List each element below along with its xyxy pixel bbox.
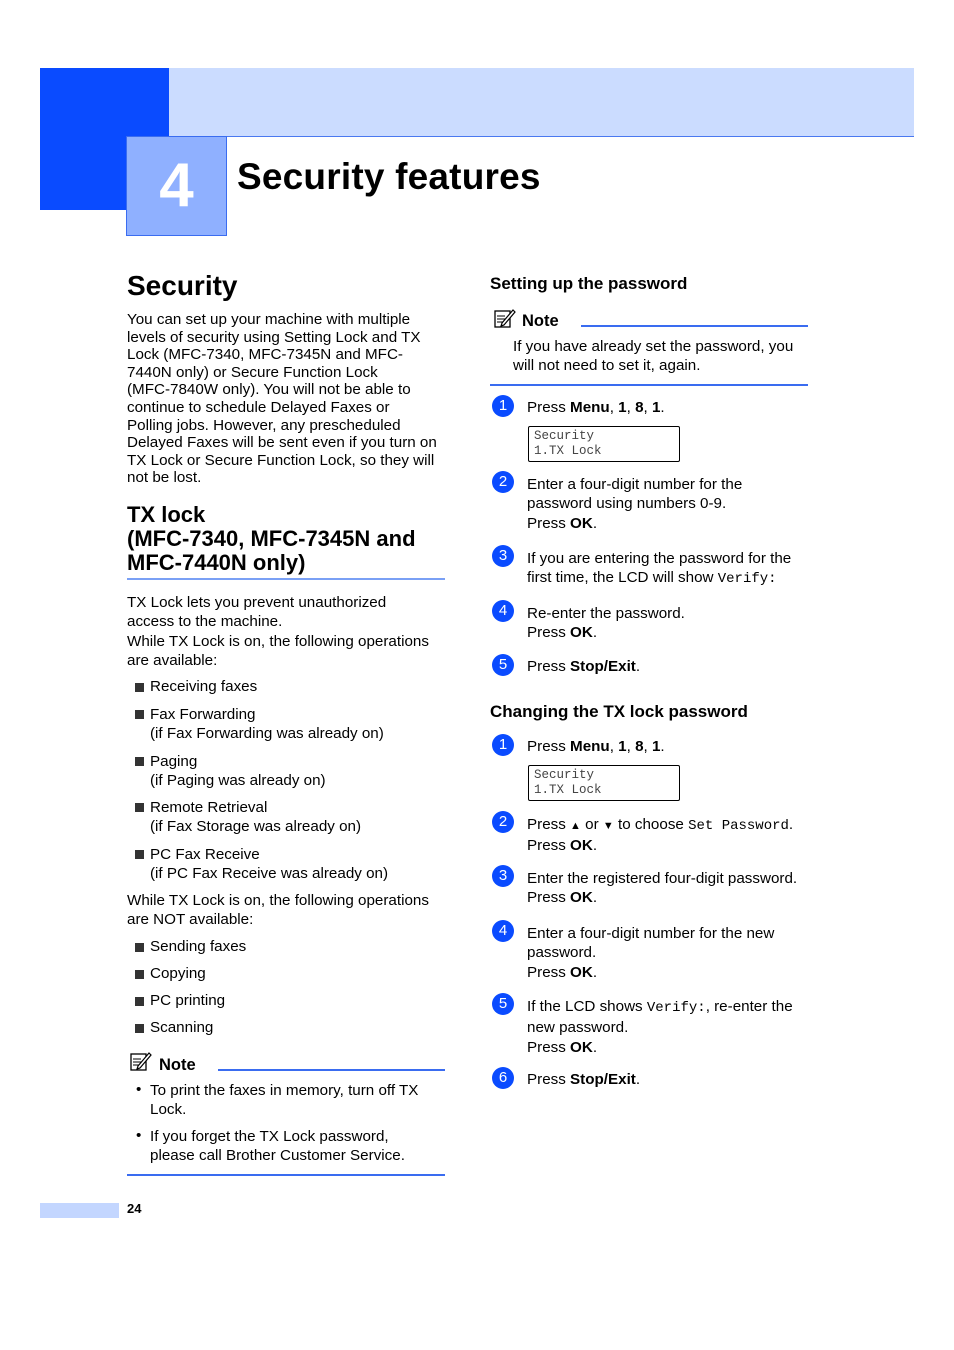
list-item bbox=[150, 705, 384, 743]
step-line: new password. bbox=[527, 1019, 629, 1037]
note-bullet: • bbox=[136, 1081, 142, 1098]
not-available-intro bbox=[127, 891, 429, 929]
text: , bbox=[609, 399, 619, 416]
step-line bbox=[527, 1038, 793, 1057]
heading-line: MFC-7440N only) bbox=[127, 550, 306, 575]
list-item-line: Fax Forwarding bbox=[150, 706, 256, 723]
text-line: are available: bbox=[127, 651, 218, 669]
text: . bbox=[660, 399, 665, 416]
change-heading: Changing the TX lock password bbox=[490, 702, 748, 721]
key: 8 bbox=[635, 738, 644, 755]
step-number: 4 bbox=[492, 920, 514, 942]
text-line: TX Lock or Secure Function Lock, so they will bbox=[127, 451, 435, 469]
step-line: Enter a four-digit number for the bbox=[527, 476, 743, 493]
lcd-line: 1.TX Lock bbox=[534, 444, 602, 458]
step-line: Enter the registered four-digit password. bbox=[527, 870, 798, 887]
step-text bbox=[527, 738, 665, 756]
step-line bbox=[527, 836, 793, 855]
step-text bbox=[527, 604, 685, 643]
step-line bbox=[527, 514, 742, 533]
text: . bbox=[660, 738, 665, 755]
text: , bbox=[626, 738, 636, 755]
list-item-line: PC Fax Receive bbox=[150, 846, 260, 863]
text: Press bbox=[527, 514, 571, 532]
step-line bbox=[527, 963, 774, 982]
list-item: PC printing bbox=[150, 992, 226, 1009]
footer-tab bbox=[40, 1203, 119, 1218]
list-item-line: Paging bbox=[150, 753, 198, 770]
note-item-line: Lock. bbox=[150, 1101, 187, 1118]
text: . bbox=[592, 624, 598, 642]
step-text bbox=[527, 869, 797, 908]
text: , re-enter the bbox=[705, 998, 793, 1015]
list-item-line: (if Fax Forwarding was already on) bbox=[150, 725, 384, 742]
step-number: 1 bbox=[492, 734, 514, 756]
text-line: While TX Lock is on, the following operations bbox=[127, 892, 429, 909]
bullet bbox=[135, 850, 144, 859]
step-line: password using numbers 0-9. bbox=[527, 495, 727, 513]
text-line: You can set up your machine with multiple bbox=[127, 311, 411, 328]
text: , bbox=[643, 399, 652, 416]
text-line: Polling jobs. However, any prescheduled bbox=[127, 416, 401, 434]
list-item: Sending faxes bbox=[150, 938, 247, 955]
text-line: Delayed Faxes will be sent even if you turn on bbox=[127, 434, 437, 452]
key-ok: OK bbox=[570, 963, 593, 981]
text-line: (MFC-7840W only). You will not be able to bbox=[127, 381, 411, 399]
bullet bbox=[135, 943, 144, 952]
step-line bbox=[527, 997, 793, 1018]
step-text bbox=[527, 815, 793, 856]
step-number: 2 bbox=[492, 471, 514, 493]
text: , bbox=[643, 738, 652, 755]
step-line bbox=[527, 888, 797, 907]
lcd-code: Verify: bbox=[717, 571, 777, 588]
note-pencil-icon bbox=[130, 1051, 152, 1071]
text-line: TX Lock lets you prevent unauthorized bbox=[127, 594, 387, 611]
note-item-line: To print the faxes in memory, turn off TX bbox=[150, 1082, 419, 1099]
text: . bbox=[788, 816, 794, 833]
text: . bbox=[592, 837, 598, 855]
note-text bbox=[513, 337, 793, 375]
text-line: levels of security using Setting Lock and TX bbox=[127, 328, 421, 346]
text: Press bbox=[527, 837, 571, 855]
lcd-code: Verify: bbox=[646, 1000, 706, 1016]
key-ok: OK bbox=[570, 624, 593, 642]
lcd-line: Security bbox=[534, 429, 595, 443]
step-line bbox=[527, 623, 685, 642]
text-line: access to the machine. bbox=[127, 613, 283, 631]
list-item-line: (if Paging was already on) bbox=[150, 772, 326, 789]
text: or bbox=[580, 816, 603, 833]
key-stop-exit: Stop/Exit bbox=[570, 658, 636, 675]
note-bottom-rule bbox=[490, 384, 808, 386]
lcd-code: Set Password bbox=[688, 818, 789, 834]
bullet bbox=[135, 757, 144, 766]
step-text bbox=[527, 658, 640, 676]
txlock-heading bbox=[127, 503, 416, 575]
text-line: Lock (MFC-7340, MFC-7345N and MFC- bbox=[127, 346, 403, 364]
text: If the LCD shows bbox=[527, 998, 647, 1015]
bullet bbox=[135, 970, 144, 979]
text: . bbox=[592, 889, 598, 907]
step-text bbox=[527, 1071, 640, 1089]
heading-line: TX lock bbox=[127, 502, 206, 527]
key-menu: Menu bbox=[570, 738, 610, 755]
list-item bbox=[150, 845, 388, 883]
key-ok: OK bbox=[570, 889, 593, 907]
list-item-line: (if Fax Storage was already on) bbox=[150, 818, 362, 835]
text-line: 7440N only) or Secure Function Lock bbox=[127, 363, 378, 381]
heading-line: (MFC-7340, MFC-7345N and bbox=[127, 526, 416, 551]
page-number: 24 bbox=[127, 1201, 142, 1216]
text: Press bbox=[527, 658, 571, 675]
chapter-title: Security features bbox=[237, 156, 541, 197]
note-label: Note bbox=[522, 312, 559, 330]
text: Press bbox=[527, 1038, 571, 1056]
text: . bbox=[592, 1038, 598, 1056]
step-number: 1 bbox=[492, 395, 514, 417]
step-number: 5 bbox=[492, 654, 514, 676]
bullet bbox=[135, 997, 144, 1006]
key-menu: Menu bbox=[570, 399, 610, 416]
bullet bbox=[135, 1024, 144, 1033]
bullet bbox=[135, 803, 144, 812]
step-text bbox=[527, 399, 665, 417]
note-item-line: please call Brother Customer Service. bbox=[150, 1147, 405, 1164]
text-line: continue to schedule Delayed Faxes or bbox=[127, 398, 390, 416]
key-stop-exit: Stop/Exit bbox=[570, 1071, 636, 1088]
lcd-display bbox=[528, 765, 680, 801]
text: . bbox=[635, 658, 641, 675]
key: 1 bbox=[618, 399, 627, 416]
step-text bbox=[527, 549, 791, 590]
text: Press bbox=[527, 399, 571, 416]
lcd-display bbox=[528, 426, 680, 462]
security-heading: Security bbox=[127, 270, 238, 301]
step-line bbox=[527, 815, 793, 836]
bullet bbox=[135, 710, 144, 719]
section-rule bbox=[127, 578, 445, 580]
key: 8 bbox=[635, 399, 644, 416]
step-number: 3 bbox=[492, 545, 514, 567]
header-band bbox=[169, 68, 914, 137]
text: . bbox=[635, 1071, 641, 1088]
step-number: 2 bbox=[492, 811, 514, 833]
list-item: Scanning bbox=[150, 1019, 214, 1036]
note-text-line: will not need to set it, again. bbox=[513, 357, 701, 374]
text: , bbox=[609, 738, 619, 755]
step-number: 3 bbox=[492, 865, 514, 887]
setup-heading: Setting up the password bbox=[490, 274, 688, 293]
text: . bbox=[592, 963, 598, 981]
list-item: Receiving faxes bbox=[150, 678, 258, 695]
key-ok: OK bbox=[570, 837, 593, 855]
text: first time, the LCD will show bbox=[527, 569, 718, 587]
text: . bbox=[592, 514, 598, 532]
note-item bbox=[150, 1081, 418, 1119]
step-line: password. bbox=[527, 944, 597, 962]
text: Press bbox=[527, 738, 571, 755]
step-text bbox=[527, 475, 742, 533]
key-ok: OK bbox=[570, 514, 593, 532]
text: Press bbox=[527, 1071, 571, 1088]
text: to choose bbox=[613, 816, 689, 833]
note-bottom-rule bbox=[127, 1174, 445, 1176]
list-item-line: (if PC Fax Receive was already on) bbox=[150, 865, 389, 882]
lcd-line: 1.TX Lock bbox=[534, 783, 602, 797]
chapter-number: 4 bbox=[159, 151, 194, 220]
key: 1 bbox=[651, 399, 661, 416]
note-text-line: If you have already set the password, you bbox=[513, 338, 794, 355]
note-rule bbox=[581, 325, 808, 327]
up-arrow-icon: ▲ bbox=[570, 820, 581, 832]
intro-paragraph bbox=[127, 311, 457, 487]
txlock-intro bbox=[127, 593, 429, 670]
note-bullet: • bbox=[136, 1127, 142, 1144]
step-line: Enter a four-digit number for the new bbox=[527, 925, 775, 942]
text: Press bbox=[527, 889, 571, 907]
list-item: Copying bbox=[150, 965, 206, 982]
text-line: are NOT available: bbox=[127, 911, 254, 928]
step-line: If you are entering the password for the bbox=[527, 550, 792, 567]
key: 1 bbox=[651, 738, 661, 755]
text: , bbox=[626, 399, 636, 416]
step-text bbox=[527, 924, 774, 982]
step-number: 4 bbox=[492, 600, 514, 622]
list-item-line: Remote Retrieval bbox=[150, 799, 268, 816]
step-number: 5 bbox=[492, 993, 514, 1015]
step-line bbox=[527, 568, 791, 589]
text: Press bbox=[527, 624, 571, 642]
text-line: While TX Lock is on, the following operations bbox=[127, 632, 429, 650]
step-line: Re-enter the password. bbox=[527, 605, 685, 622]
text-line: not be lost. bbox=[127, 469, 202, 487]
note-item bbox=[150, 1127, 405, 1165]
key-ok: OK bbox=[570, 1038, 593, 1056]
note-item-line: If you forget the TX Lock password, bbox=[150, 1128, 389, 1145]
list-item bbox=[150, 752, 326, 790]
key: 1 bbox=[618, 738, 627, 755]
text: Press bbox=[527, 816, 571, 833]
list-item bbox=[150, 798, 361, 836]
bullet bbox=[135, 683, 144, 692]
step-text bbox=[527, 997, 793, 1057]
step-number: 6 bbox=[492, 1067, 514, 1089]
text: Press bbox=[527, 963, 571, 981]
note-label: Note bbox=[159, 1056, 196, 1074]
down-arrow-icon: ▼ bbox=[602, 820, 614, 832]
note-pencil-icon bbox=[494, 308, 516, 328]
note-rule bbox=[218, 1069, 445, 1071]
lcd-line: Security bbox=[534, 768, 595, 782]
